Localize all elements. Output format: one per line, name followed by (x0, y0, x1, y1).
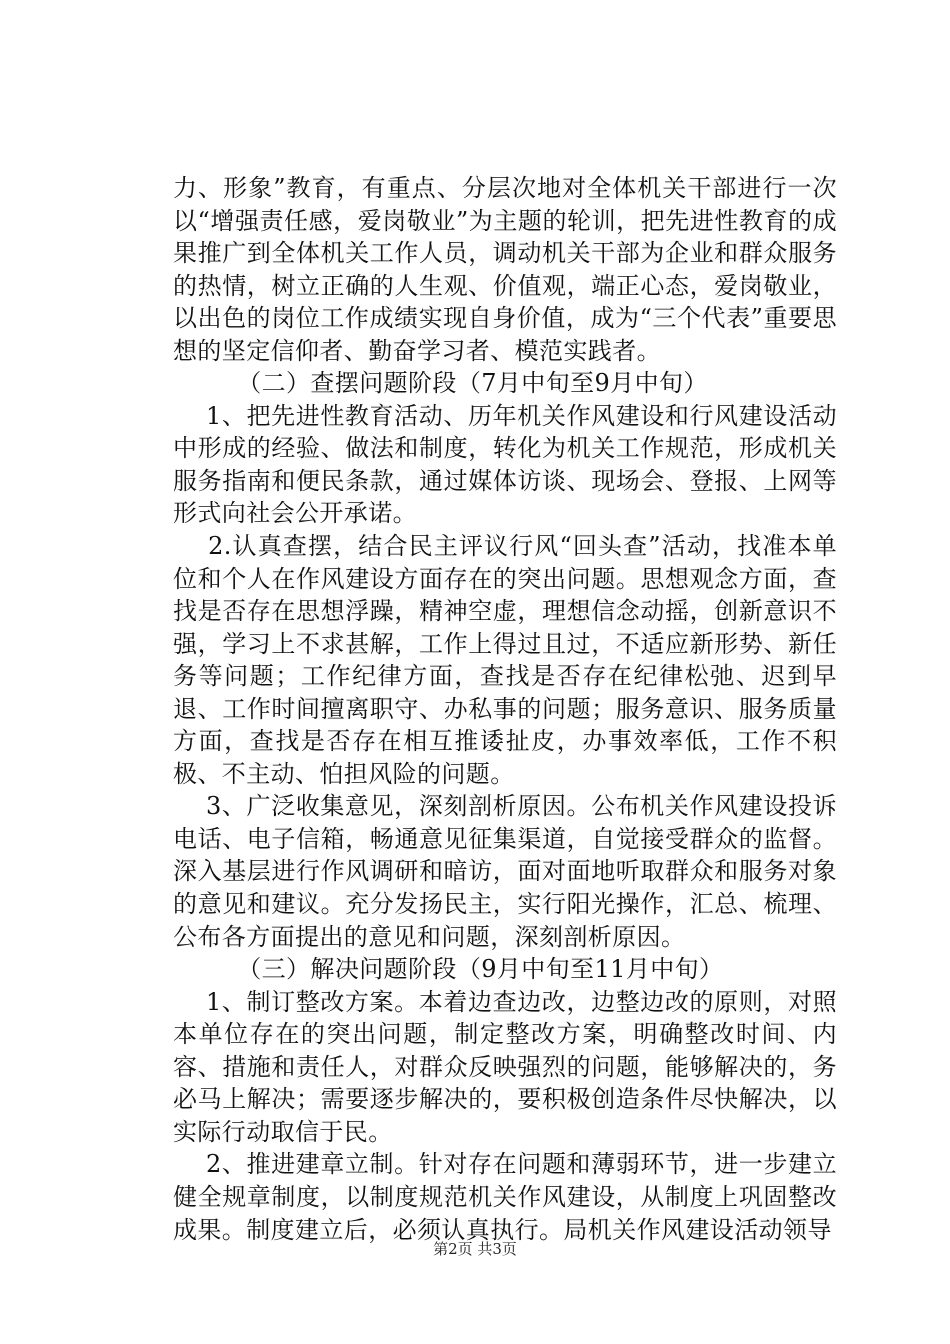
paragraph-stage-two-item-2: 2.认真查摆，结合民主评议行风“回头查”活动，找准本单位和个人在作风建设方面存在的突出问题。思想观念方面，查找是否存在思想浮躁，精神空虚，理想信念动摇，创新意识不强，学习上不求甚解，工作上得过且过，不适应新形势、新任务等问题；工作纪律方面，查找是否存在纪律松弛、迟到早退、工作时间擅离职守、办私事的问题；服务意识、服务质量方面，查找是否存在相互推诿扯皮，办事效率低，工作不积极、不主动、怕担风险的问题。 (173, 532, 837, 788)
paragraph-education-continued: 力、形象”教育，有重点、分层次地对全体机关干部进行一次以“增强责任感，爱岗敬业”为主题的轮训，把先进性教育的成果推广到全体机关工作人员，调动机关干部为企业和群众服务的热情，树立正确的人生观、价值观，端正心态，爱岗敬业，以出色的岗位工作成绩实现自身价值，成为“三个代表”重要思想的坚定信仰者、勤奋学习者、模范实践者。 (173, 174, 837, 365)
paragraph-stage-two-item-1: 1、把先进性教育活动、历年机关作风建设和行风建设活动中形成的经验、做法和制度，转化为机关工作规范，形成机关服务指南和便民条款，通过媒体访谈、现场会、登报、上网等形式向社会公开承诺。 (173, 401, 837, 528)
paragraph-stage-two-item-3: 3、广泛收集意见，深刻剖析原因。公布机关作风建设投诉电话、电子信箱，畅通意见征集渠道，自觉接受群众的监督。深入基层进行作风调研和暗访，面对面地听取群众和服务对象的意见和建议。充分发扬民主，实行阳光操作，汇总、梳理、公布各方面提出的意见和问题，深刻剖析原因。 (173, 792, 837, 951)
document-body (173, 172, 837, 1246)
section-heading-stage-three: （三）解决问题阶段（9月中旬至11月中旬） (173, 955, 724, 984)
paragraph-stage-three-item-2: 2、推进建章立制。针对存在问题和薄弱环节，进一步建立健全规章制度，以制度规范机关作风建设，从制度上巩固整改成果。制度建立后，必须认真执行。局机关作风建设活动领导 (173, 1150, 837, 1244)
section-heading-stage-two: （二）查摆问题阶段（7月中旬至9月中旬） (173, 369, 708, 398)
page-number-footer: 第2页 共3页 (433, 1240, 517, 1258)
paragraph-stage-three-item-1: 1、制订整改方案。本着边查边改，边整边改的原则，对照本单位存在的突出问题，制定整改方案，明确整改时间、内容、措施和责任人，对群众反映强烈的问题，能够解决的，务必马上解决；需要逐步解决的，要积极创造条件尽快解决，以实际行动取信于民。 (173, 987, 837, 1146)
